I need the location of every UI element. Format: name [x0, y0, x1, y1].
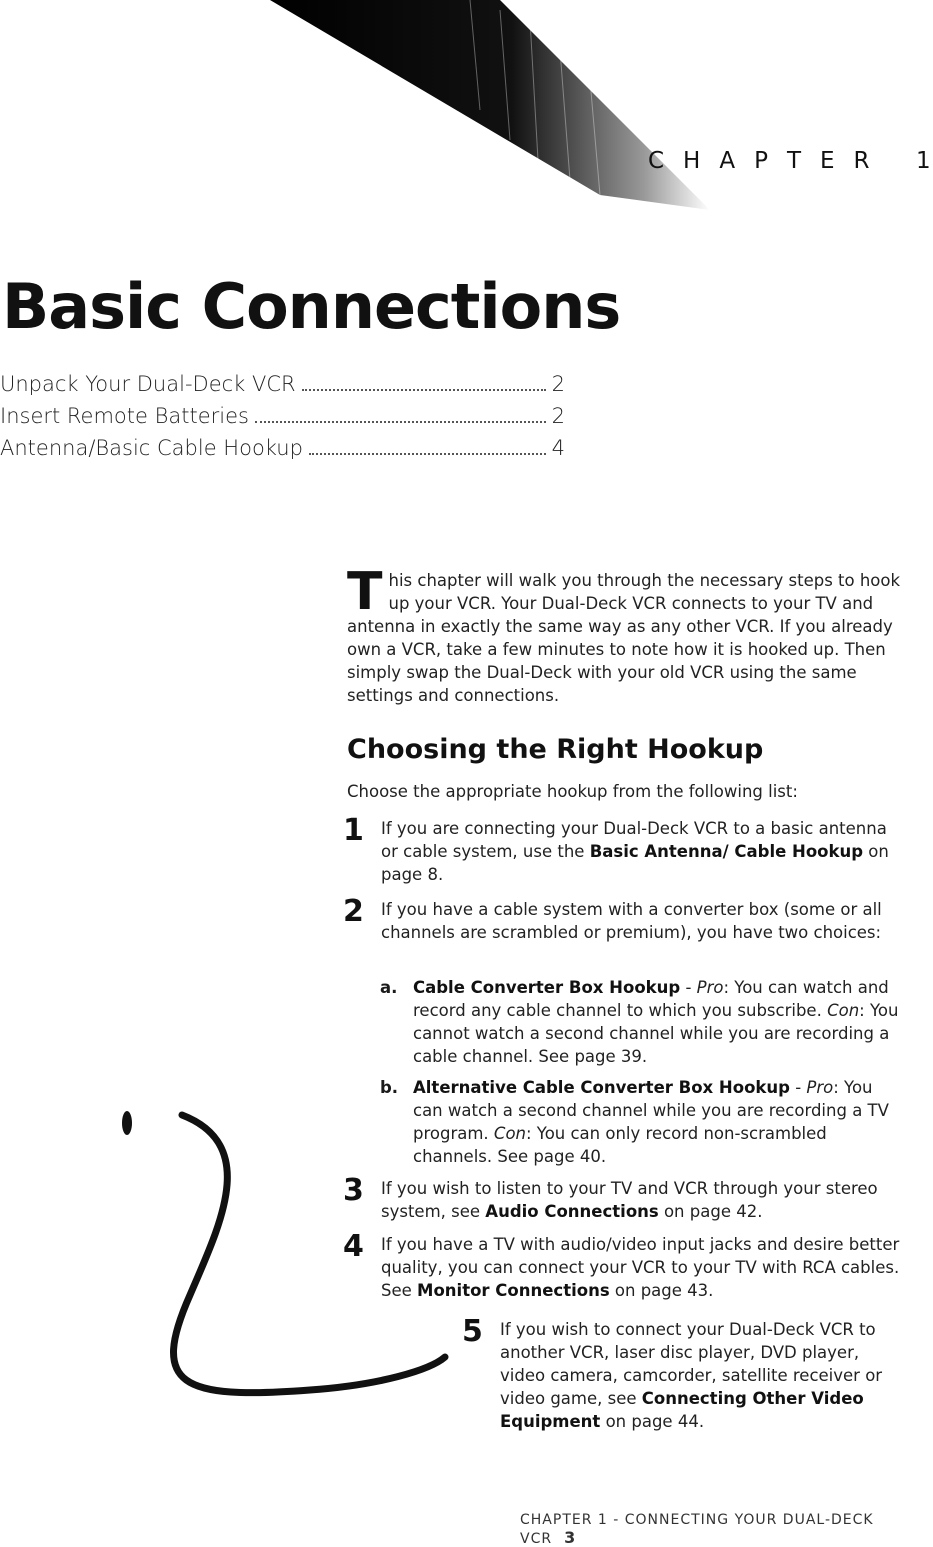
- chapter-wedge-graphic: [270, 0, 710, 210]
- substep-title: Cable Converter Box Hookup: [413, 978, 681, 997]
- substep-letter: b.: [380, 1078, 399, 1097]
- page-title: Basic Connections: [2, 270, 621, 343]
- step-item: [343, 894, 903, 944]
- toc-entry-page: 2: [551, 372, 565, 396]
- step-number: 1: [343, 813, 364, 848]
- toc-leader: [309, 452, 546, 455]
- toc-entry-page: 2: [551, 404, 565, 428]
- toc-leader: [302, 388, 546, 391]
- step-link-text: Monitor Connections: [417, 1281, 610, 1300]
- step-text-tail: on page 42.: [658, 1202, 763, 1221]
- con-text: : You cannot watch a second channel while you are recording a cable channel. See page 39.: [413, 1001, 899, 1066]
- step-text: If you wish to listen to your TV and VCR through your stereo system, see: [381, 1179, 878, 1221]
- table-of-contents: [0, 368, 565, 464]
- section-heading: Choosing the Right Hookup: [347, 734, 764, 765]
- pro-text: : You can watch a second channel while you are recording a TV program.: [413, 1078, 889, 1143]
- step-text-tail: on page 44.: [600, 1412, 705, 1431]
- toc-entry-label: Unpack Your Dual-Deck VCR: [0, 372, 296, 396]
- substep-separator: -: [680, 978, 697, 997]
- substep-letter: a.: [380, 978, 398, 997]
- step-text: If you are connecting your Dual-Deck VCR to a basic antenna or cable system, use the: [381, 819, 887, 861]
- drop-cap: T: [347, 562, 383, 622]
- footer-page-number: 3: [564, 1528, 576, 1547]
- con-label: Con: [827, 1001, 860, 1020]
- con-text: : You can only record non-scrambled channels. See page 40.: [413, 1124, 827, 1166]
- toc-entry[interactable]: [0, 400, 565, 432]
- toc-entry-label: Insert Remote Batteries: [0, 404, 249, 428]
- substep-separator: -: [789, 1078, 807, 1097]
- step-text: If you wish to connect your Dual-Deck VCR to another VCR, laser disc player, DVD player, video camera, camcorder, satellite receiver or video game, see: [500, 1320, 883, 1408]
- pro-text: : You can watch and record any cable channel to which you subscribe.: [413, 978, 889, 1020]
- toc-entry[interactable]: [0, 432, 565, 464]
- chapter-number: 1: [916, 148, 931, 174]
- chapter-label: CHAPTER: [648, 148, 889, 174]
- step-number: 3: [343, 1173, 364, 1208]
- toc-entry-page: 4: [551, 436, 565, 460]
- pro-label: Pro: [806, 1078, 834, 1097]
- step-text-tail: on page 43.: [609, 1281, 714, 1300]
- step-item: [462, 1314, 904, 1433]
- toc-entry-label: Antenna/Basic Cable Hookup: [0, 436, 303, 460]
- step-text: If you have a cable system with a converter box (some or all channels are scrambled or premium), you have two choices:: [381, 900, 882, 942]
- footer-text: CHAPTER 1 - CONNECTING YOUR DUAL-DECK VCR: [520, 1512, 874, 1547]
- step-text-tail: on page 8.: [381, 842, 889, 884]
- toc-leader: [255, 420, 546, 423]
- step-number: 5: [462, 1314, 483, 1349]
- step-link-text: Basic Antenna/ Cable Hookup: [589, 842, 864, 861]
- step-number: 4: [343, 1229, 364, 1264]
- step-link-text: Audio Connections: [485, 1202, 659, 1221]
- substep-title: Alternative Cable Converter Box Hookup: [413, 1078, 790, 1097]
- section-lead: Choose the appropriate hookup from the following list:: [347, 782, 798, 801]
- intro-text: his chapter will walk you through the necessary steps to hook up your VCR. Your Dual-Deck VCR connects to your TV and antenna in exactly the same way as any other VCR. If you already own a VCR, take a few minutes to note how it is hooked up. Then simply swap the Dual-Deck with your old VCR using the same settings and connections.: [347, 571, 901, 705]
- intro-paragraph: [347, 562, 902, 707]
- cable-illustration: [110, 1095, 460, 1425]
- toc-entry[interactable]: [0, 368, 565, 400]
- step-item: [343, 813, 903, 886]
- pro-label: Pro: [696, 978, 724, 997]
- step-link-text: Connecting Other Video Equipment: [500, 1389, 864, 1431]
- substep-item: [380, 976, 905, 1068]
- con-label: Con: [493, 1124, 526, 1143]
- step-number: 2: [343, 894, 364, 929]
- step-text: If you have a TV with audio/video input jacks and desire better quality, you can connect your VCR to your TV with RCA cables. See: [381, 1235, 900, 1300]
